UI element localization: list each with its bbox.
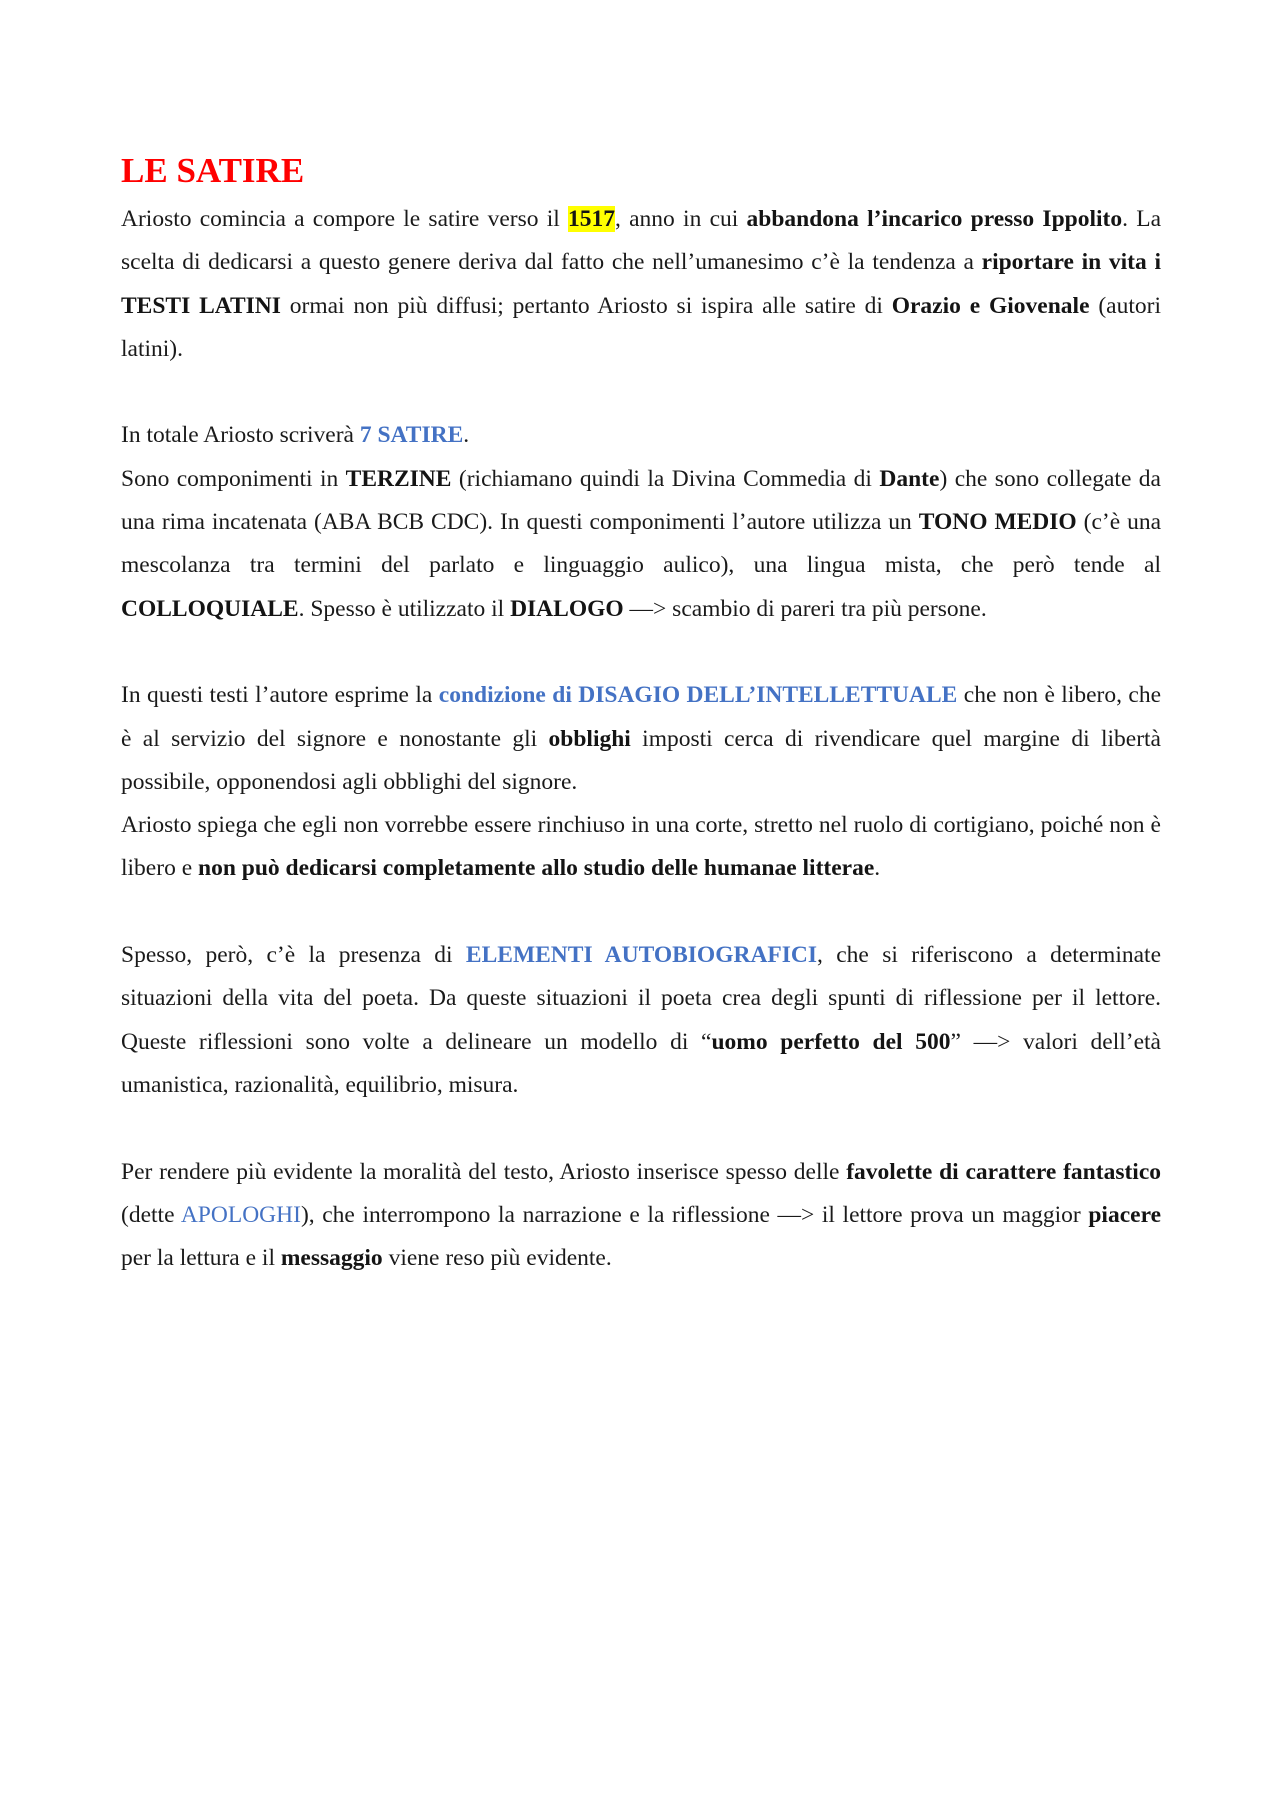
bold-text: Dante <box>879 465 940 492</box>
page-title: LE SATIRE <box>121 151 305 190</box>
bold-text: non può dedicarsi completamente allo studio delle humanae litterae <box>198 855 875 882</box>
text: In totale Ariosto scriverà <box>121 422 360 449</box>
paragraph-autobiografici <box>121 934 1161 1107</box>
paragraph-gap <box>121 891 1161 934</box>
text: che non è libero, che è al servizio del signore e nonostante gli <box>121 682 1162 752</box>
paragraph-total <box>121 414 1161 457</box>
blue-emphasis: ELEMENTI AUTOBIOGRAFICI <box>465 942 818 969</box>
text: , anno in cui <box>615 206 747 232</box>
paragraph-gap <box>121 371 1161 414</box>
bold-text: riportare in vita i TESTI LATINI <box>121 249 1161 319</box>
paragraph-corte <box>121 804 1161 891</box>
text: imposti cerca di rivendicare quel margine di libertà possibile, opponendosi agli obblighi del signore. <box>121 725 1161 795</box>
bold-text: piacere <box>1088 1201 1162 1228</box>
text: (c’è una mescolanza tra termini del parlato e linguaggio aulico), una lingua mista, che però tende al <box>121 509 1161 579</box>
blue-emphasis: APOLOGHI <box>180 1201 301 1228</box>
text: ” —> valori dell’età umanistica, razionalità, equilibrio, misura. <box>121 1028 1161 1098</box>
text: In questi testi l’autore esprime la <box>121 682 439 709</box>
bold-text: obblighi <box>548 725 631 752</box>
paragraph-apologhi <box>121 1151 1161 1281</box>
bold-text: uomo perfetto del 500 <box>711 1028 951 1055</box>
text: Ariosto spiega che egli non vorrebbe essere rinchiuso in una corte, stretto nel ruolo di cortigiano, poiché non è libero e <box>121 812 1161 882</box>
paragraph-terzine <box>121 458 1161 631</box>
paragraph-gap <box>121 631 1161 674</box>
text: (richiamano quindi la Divina Commedia di <box>451 465 880 492</box>
text: . <box>463 422 470 449</box>
text: ormai non più diffusi; pertanto Ariosto si ispira alle satire di <box>280 292 892 319</box>
text: . La scelta di dedicarsi a questo genere deriva dal fatto che nell’umanesimo c’è la tendenza a <box>121 206 1161 276</box>
text: per la lettura e il <box>121 1245 281 1272</box>
bold-text: TONO MEDIO <box>918 509 1077 536</box>
text: Ariosto comincia a compore le satire verso il <box>121 206 569 232</box>
text: Spesso, però, c’è la presenza di <box>121 942 466 969</box>
text: —> scambio di pareri tra più persone. <box>623 595 987 622</box>
paragraph-disagio <box>121 674 1161 804</box>
text: viene reso più evidente. <box>382 1245 612 1272</box>
text: . Spesso è utilizzato il <box>298 595 511 622</box>
text: (autori latini). <box>121 292 1161 362</box>
paragraph-gap <box>121 1107 1161 1150</box>
bold-text: abbandona l’incarico presso Ippolito <box>746 206 1123 232</box>
text: , che si riferiscono a determinate situazioni della vita del poeta. Da queste situazioni il poeta crea degli spunti di riflessione per il lettore. Queste riflessioni sono volte a delineare un modello di “ <box>121 942 1162 1055</box>
blue-emphasis: 7 SATIRE <box>359 422 464 449</box>
bold-text: favolette di carattere fantastico <box>846 1158 1161 1185</box>
paragraph-intro <box>121 198 1161 371</box>
text: Per rendere più evidente la moralità del testo, Ariosto inserisce spesso delle <box>121 1158 847 1185</box>
text: Sono componimenti in <box>121 465 346 492</box>
bold-text: TERZINE <box>345 465 452 492</box>
text: . <box>874 855 881 882</box>
text: ) che sono collegate da una rima incatenata (ABA BCB CDC). In questi componimenti l’autore utilizza un <box>121 465 1161 536</box>
bold-text: DIALOGO <box>510 595 624 622</box>
text: ), che interrompono la narrazione e la riflessione —> il lettore prova un maggior <box>300 1201 1089 1228</box>
bold-text: messaggio <box>280 1245 383 1272</box>
blue-emphasis: condizione di DISAGIO DELL’INTELLETTUALE <box>438 682 958 709</box>
highlighted-year: 1517 <box>568 206 616 232</box>
text: (dette <box>121 1201 181 1228</box>
bold-text: COLLOQUIALE <box>121 595 299 622</box>
bold-text: Orazio e Giovenale <box>891 292 1090 319</box>
